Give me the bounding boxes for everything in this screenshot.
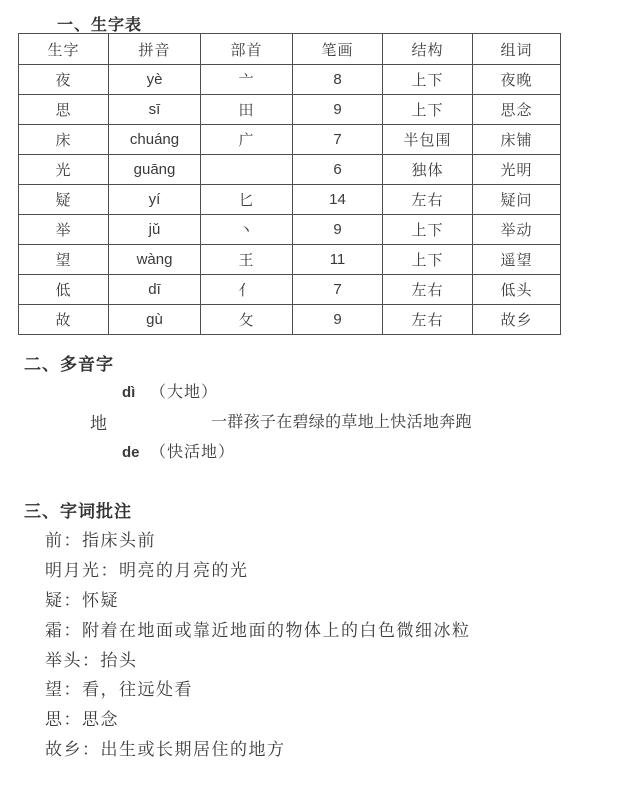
header-radical: 部首 [201, 34, 293, 65]
cell-radical: 亠 [201, 65, 293, 95]
cell-strokes: 14 [293, 185, 383, 215]
cell-char: 故 [19, 305, 109, 335]
table-row [19, 125, 561, 155]
cell-strokes: 6 [293, 155, 383, 185]
cell-radical: 攵 [201, 305, 293, 335]
cell-radical: 丶 [201, 215, 293, 245]
cell-pinyin: yè [109, 65, 201, 95]
section2-title: 二、多音字 [24, 355, 114, 374]
cell-word: 光明 [473, 155, 561, 185]
section1-title: 一、生字表 [57, 17, 143, 34]
cell-char: 举 [19, 215, 109, 245]
cell-radical: 田 [201, 95, 293, 125]
cell-structure: 左右 [383, 305, 473, 335]
cell-pinyin: yí [109, 185, 201, 215]
cell-strokes: 9 [293, 305, 383, 335]
cell-char: 疑 [19, 185, 109, 215]
cell-strokes: 9 [293, 95, 383, 125]
table-row [19, 155, 561, 185]
table-row [19, 65, 561, 95]
annotation-line: 故乡：出生或长期居住的地方 [45, 739, 286, 759]
pinyin-di: dì [122, 384, 136, 401]
cell-word: 夜晚 [473, 65, 561, 95]
duoyin-character: 地 [90, 414, 107, 433]
header-word: 组词 [473, 34, 561, 65]
header-strokes: 笔画 [293, 34, 383, 65]
cell-pinyin: sī [109, 95, 201, 125]
cell-char: 夜 [19, 65, 109, 95]
cell-radical: 广 [201, 125, 293, 155]
cell-radical [201, 155, 293, 185]
cell-structure: 独体 [383, 155, 473, 185]
annotation-line: 前：指床头前 [45, 531, 156, 551]
cell-radical: 匕 [201, 185, 293, 215]
word-dadi: （大地） [150, 384, 219, 401]
cell-structure: 上下 [383, 95, 473, 125]
cell-word: 低头 [473, 275, 561, 305]
section3-title: 三、字词批注 [24, 502, 132, 521]
table-row [19, 305, 561, 335]
annotation-line: 思：思念 [45, 710, 119, 730]
cell-strokes: 11 [293, 245, 383, 275]
pinyin-de: de [122, 444, 140, 461]
table-row [19, 245, 561, 275]
table-row [19, 215, 561, 245]
cell-char: 光 [19, 155, 109, 185]
cell-char: 思 [19, 95, 109, 125]
cell-pinyin: jǔ [109, 215, 201, 245]
cell-structure: 左右 [383, 275, 473, 305]
cell-char: 望 [19, 245, 109, 275]
cell-structure: 上下 [383, 65, 473, 95]
cell-pinyin: gù [109, 305, 201, 335]
cell-word: 举动 [473, 215, 561, 245]
cell-pinyin: guāng [109, 155, 201, 185]
cell-char: 低 [19, 275, 109, 305]
cell-word: 思念 [473, 95, 561, 125]
cell-pinyin: dī [109, 275, 201, 305]
cell-radical: 王 [201, 245, 293, 275]
duoyin-reading-2 [122, 439, 235, 462]
example-sentence: 一群孩子在碧绿的草地上快活地奔跑 [211, 414, 472, 431]
annotation-list [45, 524, 471, 762]
cell-radical: 亻 [201, 275, 293, 305]
cell-pinyin: wàng [109, 245, 201, 275]
cell-pinyin: chuáng [109, 125, 201, 155]
table-header-row [19, 34, 561, 65]
header-structure: 结构 [383, 34, 473, 65]
annotation-line: 明月光：明亮的月亮的光 [45, 561, 249, 581]
cell-structure: 上下 [383, 215, 473, 245]
cell-structure: 左右 [383, 185, 473, 215]
annotation-line: 举头：抬头 [45, 650, 138, 670]
cell-word: 遥望 [473, 245, 561, 275]
shengzi-table-body [19, 65, 561, 335]
cell-structure: 半包围 [383, 125, 473, 155]
cell-strokes: 8 [293, 65, 383, 95]
annotation-line: 望：看，往远处看 [45, 680, 193, 700]
word-kuaihuodi: （快活地） [150, 444, 236, 461]
table-row [19, 95, 561, 125]
shengzi-table [18, 33, 561, 335]
table-row [19, 275, 561, 305]
header-char: 生字 [19, 34, 109, 65]
annotation-line: 疑：怀疑 [45, 590, 119, 610]
cell-structure: 上下 [383, 245, 473, 275]
cell-char: 床 [19, 125, 109, 155]
cell-word: 床铺 [473, 125, 561, 155]
duoyin-reading-1 [122, 379, 218, 402]
table-row [19, 185, 561, 215]
header-pinyin: 拼音 [109, 34, 201, 65]
cell-strokes: 7 [293, 275, 383, 305]
cell-strokes: 9 [293, 215, 383, 245]
cell-word: 故乡 [473, 305, 561, 335]
annotation-line: 霜：附着在地面或靠近地面的物体上的白色微细冰粒 [45, 620, 471, 640]
cell-word: 疑问 [473, 185, 561, 215]
cell-strokes: 7 [293, 125, 383, 155]
